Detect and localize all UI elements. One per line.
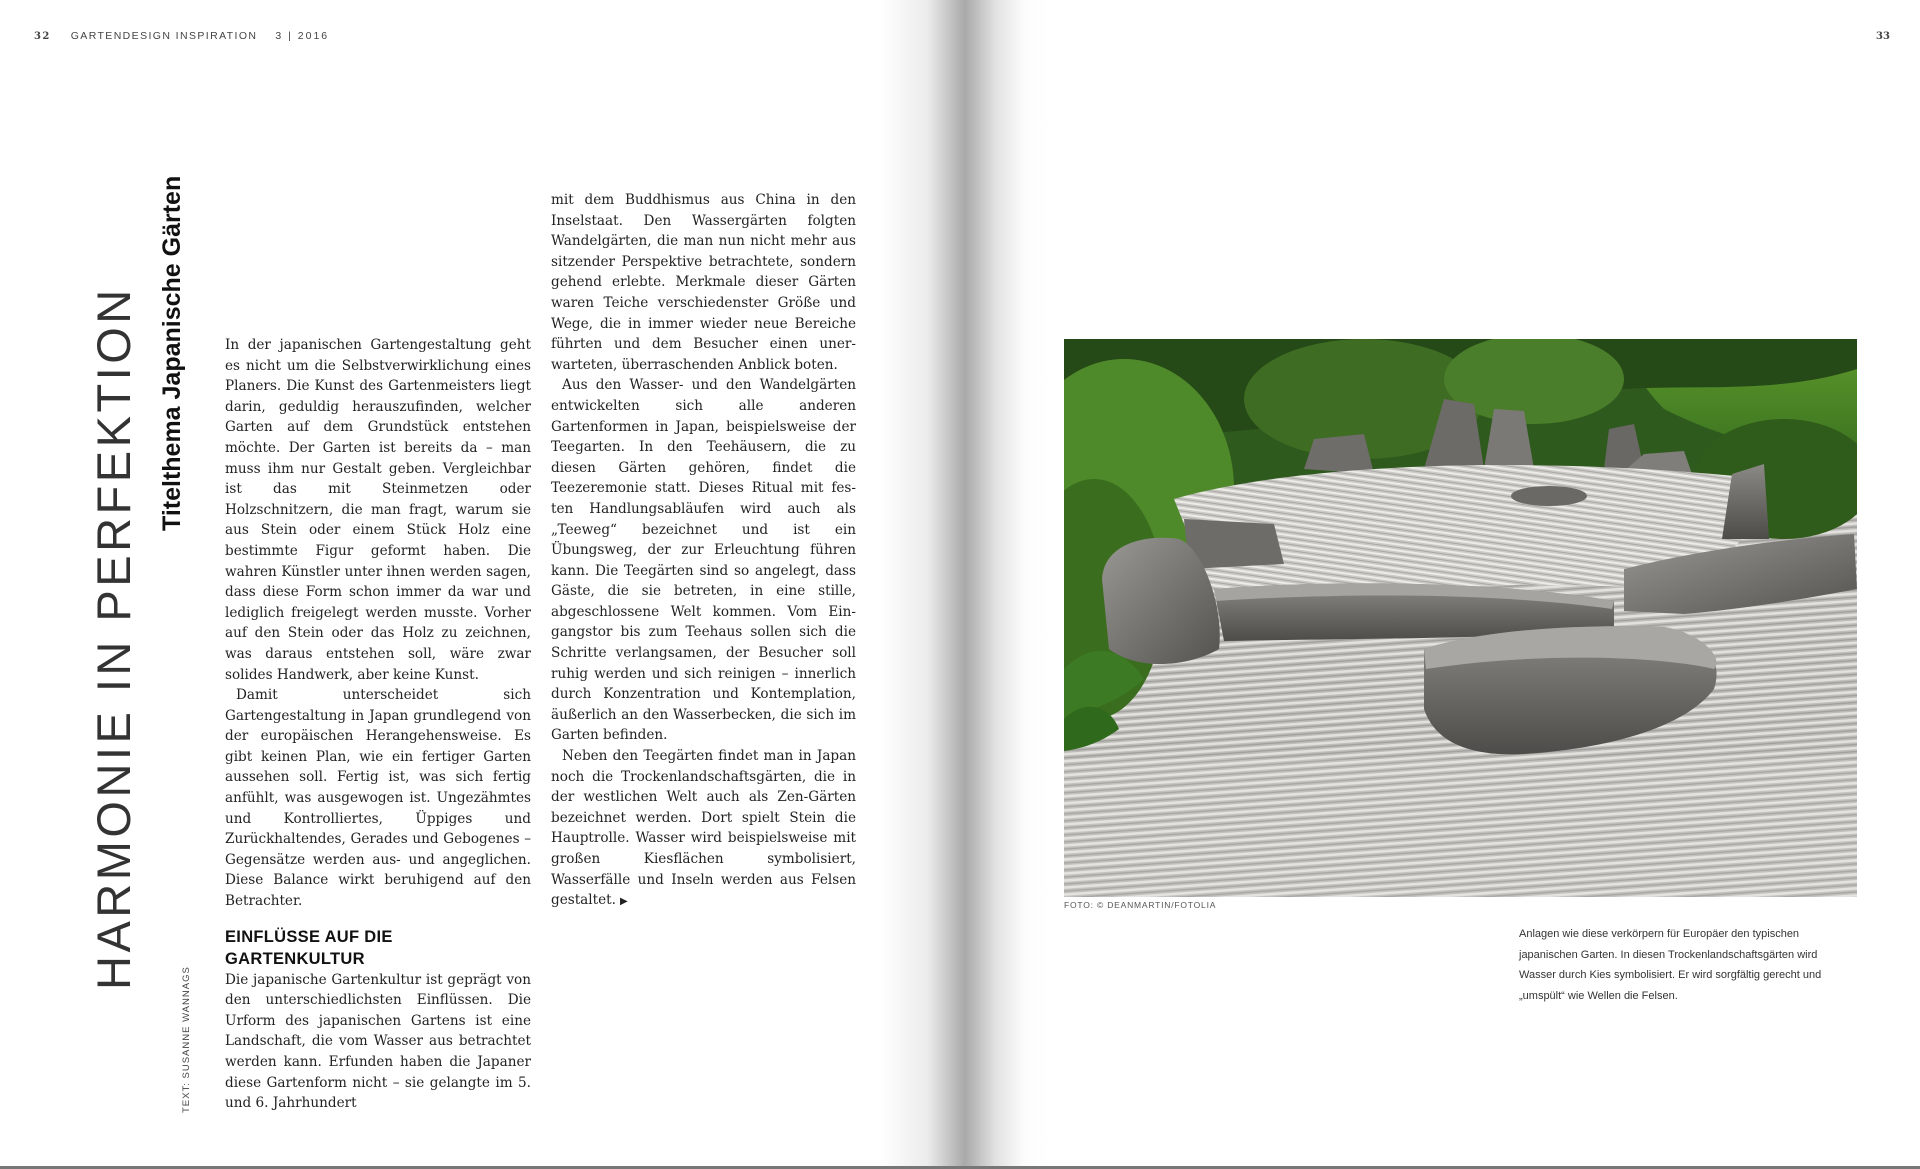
continue-arrow-icon: ▶ bbox=[619, 896, 628, 908]
page-gutter-shadow bbox=[880, 0, 1050, 1166]
section-heading: EINFLÜSSE AUF DIE GARTENKULTUR bbox=[225, 927, 393, 968]
issue-number: 3 | 2016 bbox=[275, 30, 330, 42]
paragraph: In der japanischen Gartengestaltung geht es nicht um die Selbstverwirklichung eines Planers. Die Kunst des Gartenmeisters liegt darin, geduldig herauszufinden, welcher Garten auf dem Grundstück entstehen möchte. Der Garten ist bereits da – man muss ihm nur Gestalt geben. Vergleichbar ist das mit Steinmetzen oder Holzschnitzern, die man fragt, warum sie aus Stein oder einem Stück Holz eine bestimmte Figur geformt haben. Die wahren Künstler unter ihnen werden sagen, dass diese Form schon immer da war und lediglich freigelegt werden musste. Vorher auf den Stein oder das Holz zu zeichnen, was daraus entstehen soll, wäre zwar solides Handwerk, aber keine Kunst. bbox=[225, 337, 531, 683]
paragraph: mit dem Buddhismus aus China in den Inselstaat. Den Wassergärten folgten Wandelgärten, die man nun nicht mehr aus sitzender Perspektive betrachtete, sondern gehend erlebte. Merkmale dieser Gärten waren Teiche verschiedenster Größe und Wege, die in immer wieder neue Bereiche führten und dem Besucher einen unerwarteten, überraschenden Anblick boten. bbox=[551, 192, 856, 373]
left-page-number: 32 bbox=[34, 31, 51, 42]
running-header bbox=[34, 30, 347, 42]
right-page-number: 33 bbox=[1876, 31, 1890, 42]
zen-garden-photo bbox=[1064, 339, 1857, 897]
photo-caption: Anlagen wie diese verkörpern für Europäer den typischen japanischen Garten. In diesen Trockenlandschaftsgärten wird Wasser durch Kies symbolisiert. Er wird sorgfältig gerecht und „umspült“ wie Wellen die Felsen. bbox=[1519, 928, 1822, 1002]
article-title: HARMONIE IN PERFEKTION bbox=[87, 286, 140, 990]
zen-garden-illustration bbox=[1064, 339, 1857, 897]
article-subtitle: Titelthema Japanische Gärten bbox=[158, 175, 186, 531]
paragraph: Aus den Wasser- und den Wandelgärten entwickelten sich alle anderen Gartenformen in Japan, beispielsweise der Teegarten. In den Teehäusern, die zu diesen Gärten gehören, findet die Teezeremonie statt. Dieses Ritual mit festen Handlungsabläufen wird auch als „Teeweg“ bezeichnet und ist ein Übungsweg, der zur Erleuchtung führen kann. Die Teegärten sind so angelegt, dass Gäste, die sie betreten, in eine stille, abgeschlossene Welt kommen. Vom Eingangstor bis zum Teehaus sollen sich die Schritte verlangsamen, der Besucher soll ruhig werden und sich reinigen – innerlich durch Konzentration und Kontemplation, äußerlich an den Wasserbecken, die sich im Garten befinden. bbox=[551, 377, 856, 744]
paragraph: Die japanische Gartenkultur ist geprägt von den unterschiedlichsten Einflüssen. Die Urform des japanischen Gartens ist eine Landschaft, die vom Wasser aus betrachtet werden kann. Erfunden haben die Japaner diese Gartenform nicht – sie gelangte im 5. und 6. Jahrhundert bbox=[225, 971, 531, 1112]
photo-credit: FOTO: © DEANMARTIN/FOTOLIA bbox=[1064, 900, 1217, 910]
magazine-name: GARTENDESIGN INSPIRATION bbox=[70, 30, 258, 42]
paragraph: Damit unterscheidet sich Gartengestaltung in Japan grundlegend von der europäischen Herangehensweise. Es gibt keinen Plan, wie ein fertiger Garten aussehen soll. Fertig ist, was sich fertig anfühlt, was ausgewogen ist. Ungezähmtes und Kontrolliertes, Üppiges und Zurückhaltendes, Gerades und Gebogenes – Gegensätze werden aus- und angeglichen. Diese Balance wirkt beruhigend auf den Betrachter. bbox=[225, 687, 531, 910]
paragraph-text: Neben den Teegärten findet man in Japan noch die Trockenlandschaftsgärten, die in der westlichen Welt auch als Zen-Gärten bezeichnet werden. Dort spielt Stein die Hauptrolle. Wasser wird beispielsweise mit großen Kiesflächen symbolisiert, Wasserfälle und Inseln werden aus Felsen gestaltet. bbox=[551, 748, 856, 909]
text-column-2 bbox=[551, 190, 856, 913]
author-credit: TEXT: SUSANNE WANNAGS bbox=[181, 966, 192, 1113]
paragraph bbox=[551, 746, 856, 913]
text-column-1 bbox=[225, 335, 531, 1114]
